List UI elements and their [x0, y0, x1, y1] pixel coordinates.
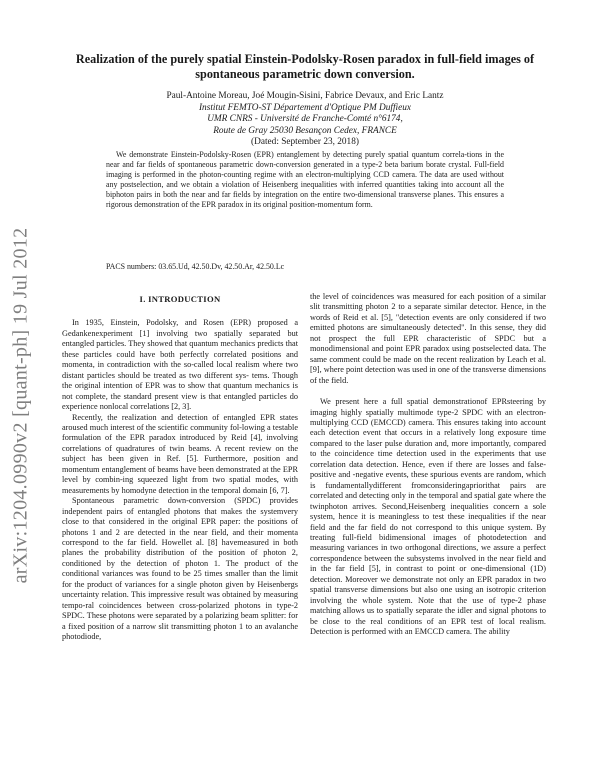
- section-heading-introduction: I. INTRODUCTION: [139, 294, 221, 304]
- intro-paragraph-1: In 1935, Einstein, Podolsky, and Rosen (EPR) proposed a Gedankenexperiment [1] involving two spatially separated but entangled particles. They showed that quantum mechanics predicts that these particles could have both perfectly correlated positions and momenta, in contradiction with the so-called local realism where two distant particles should be treated as two different sys- tems. Though the original intention of EPR was to show that quantum mechanics is not complete, the standard present view is that entangled particles do experience nonlocal correlations [2, 3].: [62, 318, 298, 412]
- right-column: [310, 292, 546, 762]
- affiliation-line-2: UMR CNRS - Université de Franche-Comté n°6174,: [207, 114, 403, 124]
- intro-paragraph-3: Spontaneous parametric down-conversion (SPDC) provides independent pairs of entangled photons that makes the systemvery close to that considered in the original EPR paper: the positions of photons 1 and 2 are detected in the near field, and their momenta correspond to the far field. Howellet al. [8] havemeasured in both planes the probability distribution of the position of photon 2, conditioned by the detection of photon 1. The product of the conditional variances was found to be 25 times smaller than the limit for the product of variances for a single photon given by Heisenbergs uncertainty relation. This impressive result was obtained by measuring tempo-ral coincidences between cross-polarized photons in type-2 SPDC. These photons were separated by a polarizing beam splitter: for a fixed position of a narrow slit transmitting photon 1 to an avalanche photodiode,: [62, 496, 298, 642]
- intro-paragraph-5: We present here a full spatial demonstrationof EPRsteering by imaging highly spatially multimode type-2 SPDC with an electron-multiplying CCD (EMCCD) camera. This ensures taking into account each detection event that occurs in a relatively long exposure time compared to the laser pulse duration and, more importantly, compared to the coincidence time detection used in the experiments that use correlation data detection. Hence, even if there are losses and false-positive and -negative events, these spurious events are random, which is fundamentallydifferent fromconsideringapriorithat pairs are correlated and detecting only in the temporal and spatial gate where the twinphoton arrives. Second,Heisenberg inequalities concern a sole system, hence it is meaningless to test these inequalities if the near field and the far field do not correspond to this unique system. By treating full-field bidimensional images of photodetection and measuring variances in two orthogonal directions, we assure a perfect correspondence between the subsystems involved in the near field and in the far field [5], in contrast to point or one-dimensional (1D) detection. Moreover we demonstrate not only an EPR paradox in two spatial transverse dimensions but also one using an isotropic criterion involving the whole system. Note that the use of type-2 phase matching allows us to spatially separate the idler and signal photons to be close to the real conditions of an EPR test of local realism. Detection is performed with an EMCCD camera. The ability: [310, 397, 546, 637]
- intro-paragraph-2: Recently, the realization and detection of entangled EPR states aroused much interest of the scientific community fol-lowing a testable formulation of the EPR paradox introduced by Reid [4], involving correlations of quadratures of twin beams. A recent review on the subject has been given in Ref. [5]. Furthermore, position and momentum entanglement of beams have been demonstrated at the EPR level by combin-ing squeezed light from two spatial modes, with measurements by homodyne detection in the temporal domain [6, 7].: [62, 412, 298, 495]
- affiliation-line-1: Institut FEMTO-ST Département d'Optique PM Duffieux: [198, 102, 412, 113]
- intro-paragraph-4: the level of coincidences was measured for each position of a similar slit transmitting photon 2 to a separate similar detector. Hence, in the words of Reid et al. [5], "detection events are only considered if two emitted photons are simultaneously detected". In this sense, they did not prospect the full EPR characteristic of SPDC but a monodimensional and point EPR paradox using postselected data. The same comment could be made on the recent realization by Leach et al. [9], where point detection was used in one of the transverse dimensions of the field.: [310, 292, 546, 385]
- dated-line: (Dated: September 23, 2018): [251, 137, 359, 147]
- paper-title: Realization of the purely spatial Einstein-Podolsky-Rosen paradox in full-field images of spontaneous parametric down conversion.: [75, 52, 535, 81]
- author-block: [90, 91, 520, 149]
- pacs-numbers: PACS numbers: 03.65.Ud, 42.50.Dv, 42.50.Ar, 42.50.Lc: [106, 262, 285, 271]
- arxiv-stamp: [6, 170, 36, 640]
- left-column: [62, 292, 298, 762]
- affiliation-line-3: Route de Gray 25030 Besançon Cedex, FRANCE: [213, 125, 397, 136]
- abstract: We demonstrate Einstein-Podolsky-Rosen (EPR) entanglement by detecting purely spatial quantum correla-tions in the near and far fields of spontaneous parametric down-conversion generated in a type-2 beta barium borate crystal. Full-field imaging is performed in the photon-counting regime with an electron-multiplying CCD camera. The data are used without any postselection, and we obtain a violation of Heisenberg inequalities with inferred quantities taking into account all the biphoton pairs in both the near and far fields by integration on the entire two-dimensional transverse planes. This ensures a rigorous demonstration of the EPR paradox in its original position-momentum form.: [106, 150, 504, 209]
- arxiv-identifier[interactable]: arXiv:1204.0990v2 [quant-ph] 19 Jul 2012: [9, 227, 32, 583]
- author-names: Paul-Antoine Moreau, Joé Mougin-Sisini, Fabrice Devaux, and Eric Lantz: [166, 91, 444, 101]
